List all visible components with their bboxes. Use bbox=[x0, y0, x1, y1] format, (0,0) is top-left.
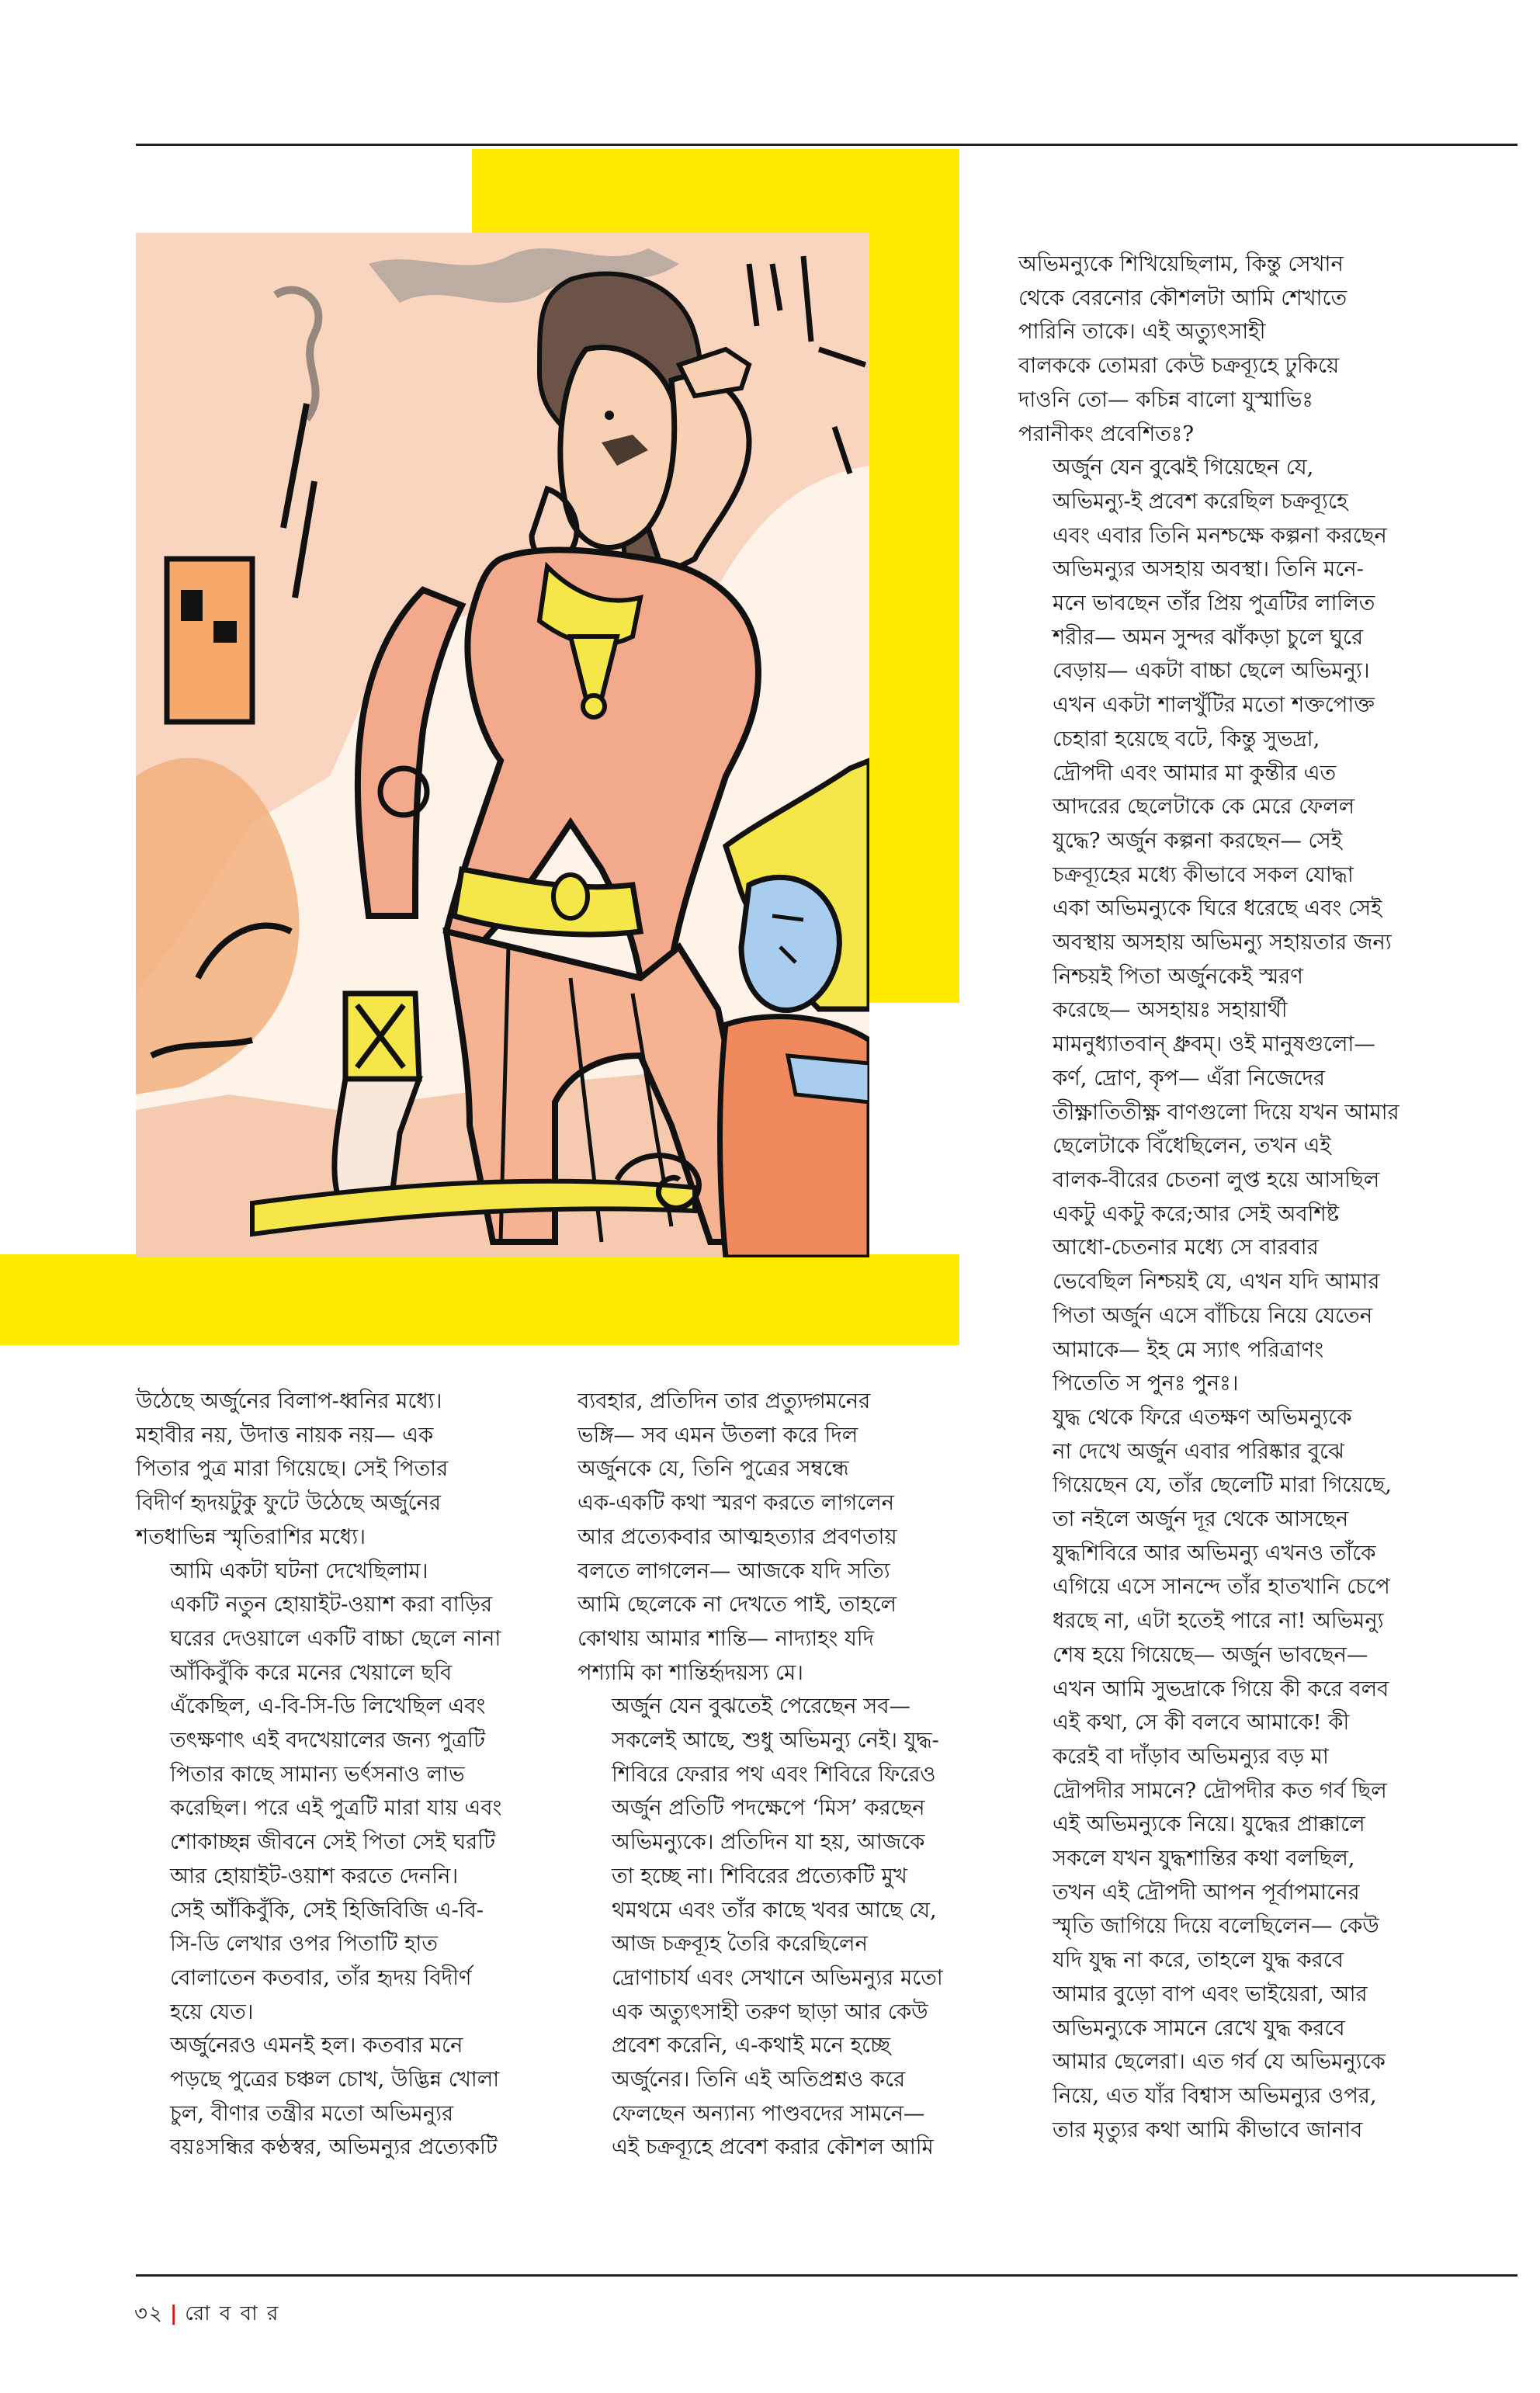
illustration-arjuna-krishna bbox=[136, 233, 869, 1257]
text-line: বিদীর্ণ হৃদয়টুকু ফুটে উঠেছে অর্জুনের bbox=[136, 1491, 441, 1516]
text-line: অভিমন্যুর অসহায় অবস্থা। তিনি মনে- bbox=[1053, 557, 1364, 582]
text-line: শেষ হয়ে গিয়েছে— অর্জুন ভাবছেন— bbox=[1053, 1642, 1368, 1667]
text-line: উঠেছে অর্জুনের বিলাপ-ধ্বনির মধ্যে। bbox=[136, 1389, 442, 1413]
text-line: যুদ্ধশিবিরে আর অভিমন্যু এখনও তাঁকে bbox=[1053, 1541, 1376, 1566]
folio-separator: | bbox=[169, 2302, 179, 2325]
text-line: তার মৃত্যুর কথা আমি কীভাবে জানাব bbox=[1053, 2117, 1363, 2142]
text-line: প্রবেশ করেনি, এ-কথাই মনে হচ্ছে bbox=[612, 2034, 890, 2058]
text-line: দ্রৌপদী এবং আমার মা কুন্তীর এত bbox=[1053, 761, 1337, 786]
paragraph bbox=[1018, 1401, 1400, 2147]
text-line: সি-ডি লেখার ওপর পিতাটি হাত bbox=[170, 1932, 438, 1957]
text-line: শতধাভিন্ন স্মৃতিরাশির মধ্যে। bbox=[136, 1524, 366, 1549]
text-line: এবং এবার তিনি মনশ্চক্ষে কল্পনা করছেন bbox=[1053, 523, 1387, 548]
text-line: বোলাতেন কতবার, তাঁর হৃদয় বিদীর্ণ bbox=[170, 1965, 472, 1990]
text-line: অর্জুন যেন বুঝতেই পেরেছেন সব— bbox=[612, 1694, 910, 1719]
text-line: ঘরের দেওয়ালে একটি বাচ্চা ছেলে নানা bbox=[170, 1626, 501, 1651]
text-line: মনে ভাবছেন তাঁর প্রিয় পুত্রটির লালিত bbox=[1053, 591, 1375, 616]
text-line: থমথমে এবং তাঁর কাছে খবর আছে যে, bbox=[612, 1898, 937, 1923]
text-line: অর্জুন যেন বুঝেই গিয়েছেন যে, bbox=[1053, 456, 1314, 480]
paragraph bbox=[1018, 451, 1400, 1401]
text-line: পরানীকং প্রবেশিতঃ? bbox=[1018, 421, 1195, 446]
text-line: পিতেতি স পুনঃ পুনঃ। bbox=[1053, 1372, 1239, 1396]
magazine-name: রো ব বা র bbox=[185, 2302, 280, 2325]
text-line: তখন এই দ্রৌপদী আপন পূর্বাপমানের bbox=[1053, 1880, 1360, 1905]
text-line: আঁকিবুঁকি করে মনের খেয়ালে ছবি bbox=[170, 1660, 453, 1685]
text-line: মহাবীর নয়, উদাত্ত নায়ক নয়— এক bbox=[136, 1423, 434, 1448]
text-line: তা হচ্ছে না। শিবিরের প্রত্যেকটি মুখ bbox=[612, 1864, 907, 1888]
text-line: স্মৃতি জাগিয়ে দিয়ে বলেছিলেন— কেউ bbox=[1053, 1914, 1379, 1939]
text-column-middle bbox=[578, 1385, 943, 2165]
text-line: পশ্যামি কা শান্তির্হৃদয়স্য মে। bbox=[578, 1660, 803, 1685]
text-line: অর্জুনেরও এমনই হল। কতবার মনে bbox=[170, 2034, 463, 2058]
text-line: অভিমন্যুকে শিখিয়েছিলাম, কিন্তু সেখান bbox=[1018, 252, 1344, 276]
text-line: বলতে লাগলেন— আজকে যদি সত্যি bbox=[578, 1559, 890, 1583]
text-line: তীক্ষ্ণাতিতীক্ষ্ণ বাণগুলো দিয়ে যখন আমার bbox=[1053, 1100, 1400, 1125]
text-line: অবস্থায় অসহায় অভিমন্যু সহায়তার জন্য bbox=[1053, 931, 1392, 955]
paragraph bbox=[136, 2029, 501, 2165]
text-line: গিয়েছেন যে, তাঁর ছেলেটি মারা গিয়েছে, bbox=[1053, 1473, 1392, 1498]
text-line: তৎক্ষণাৎ এই বদখেয়ালের জন্য পুত্রটি bbox=[170, 1729, 485, 1753]
text-line: এঁকেছিল, এ-বি-সি-ডি লিখেছিল এবং bbox=[170, 1694, 486, 1719]
text-line: বয়ঃসন্ধির কণ্ঠস্বর, অভিমন্যুর প্রত্যেকটি bbox=[170, 2135, 498, 2160]
text-line: নিশ্চয়ই পিতা অর্জুনকেই স্মরণ bbox=[1053, 964, 1303, 989]
text-line: এই অভিমন্যুকে নিয়ে। যুদ্ধের প্রাক্কালে bbox=[1053, 1812, 1365, 1837]
text-line: তা নইলে অর্জুন দূর থেকে আসছেন bbox=[1053, 1507, 1349, 1532]
text-line: ভেবেছিল নিশ্চয়ই যে, এখন যদি আমার bbox=[1053, 1270, 1380, 1295]
paragraph bbox=[136, 1555, 501, 2030]
yellow-block-bottom bbox=[0, 1254, 959, 1345]
text-line: আমার বুড়ো বাপ এবং ভাইয়েরা, আর bbox=[1053, 1982, 1368, 2006]
text-line: কর্ণ, দ্রোণ, কৃপ— এঁরা নিজেদের bbox=[1053, 1066, 1325, 1091]
text-line: বেড়ায়— একটা বাচ্চা ছেলে অভিমন্যু। bbox=[1053, 659, 1370, 684]
text-line: শরীর— অমন সুন্দর ঝাঁকড়া চুলে ঘুরে bbox=[1053, 625, 1364, 650]
text-line: এখন একটা শালখুঁটির মতো শক্তপোক্ত bbox=[1053, 693, 1375, 718]
text-line: ব্যবহার, প্রতিদিন তার প্রত্যুদ্গমনের bbox=[578, 1389, 871, 1413]
text-line: চক্রব্যূহের মধ্যে কীভাবে সকল যোদ্ধা bbox=[1053, 862, 1354, 887]
text-line: শোকাচ্ছন্ন জীবনে সেই পিতা সেই ঘরটি bbox=[170, 1830, 495, 1855]
text-line: আর প্রত্যেকবার আত্মহত্যার প্রবণতায় bbox=[578, 1524, 897, 1549]
paragraph bbox=[578, 1385, 943, 1690]
text-line: দ্রৌপদীর সামনে? দ্রৌপদীর কত গর্ব ছিল bbox=[1053, 1778, 1387, 1803]
text-line: মামনুধ্যাতবান্ ধ্রুবম্। ওই মানুষগুলো— bbox=[1053, 1032, 1375, 1057]
text-line: আজ চক্রব্যূহ তৈরি করেছিলেন bbox=[612, 1932, 868, 1957]
text-line: আমার ছেলেরা। এত গর্ব যে অভিমন্যুকে bbox=[1053, 2050, 1386, 2075]
text-line: দাওনি তো— কচিন্ন বালো যুস্মাভিঃ bbox=[1018, 387, 1313, 412]
text-line: নিয়ে, এত যাঁর বিশ্বাস অভিমন্যুর ওপর, bbox=[1053, 2083, 1377, 2108]
text-line: আমি একটা ঘটনা দেখেছিলাম। bbox=[170, 1559, 428, 1583]
paragraph bbox=[1018, 248, 1400, 451]
text-line: এখন আমি সুভদ্রাকে গিয়ে কী করে বলব bbox=[1053, 1677, 1389, 1701]
text-line: করেই বা দাঁড়াব অভিমন্যুর বড় মা bbox=[1053, 1744, 1329, 1769]
text-line: না দেখে অর্জুন এবার পরিষ্কার বুঝে bbox=[1053, 1439, 1344, 1464]
text-line: এক-একটি কথা স্মরণ করতে লাগলেন bbox=[578, 1491, 894, 1516]
text-line: করেছিল। পরে এই পুত্রটি মারা যায় এবং bbox=[170, 1796, 502, 1821]
text-line: ভঙ্গি— সব এমন উতলা করে দিল bbox=[578, 1423, 858, 1448]
text-line: ছেলেটাকে বিঁধেছিলেন, তখন এই bbox=[1053, 1134, 1331, 1159]
text-line: ধরছে না, এটা হতেই পারে না! অভিমন্যু bbox=[1053, 1609, 1384, 1634]
text-line: ফেলছেন অন্যান্য পাণ্ডবদের সামনে— bbox=[612, 2101, 925, 2126]
text-line: এই কথা, সে কী বলবে আমাকে! কী bbox=[1053, 1711, 1350, 1736]
text-line: একা অভিমন্যুকে ঘিরে ধরেছে এবং সেই bbox=[1053, 897, 1382, 921]
text-line: পারিনি তাকে। এই অত্যুৎসাহী bbox=[1018, 320, 1266, 345]
text-line: আমাকে— ইহ মে স্যাৎ পরিত্রাণং bbox=[1053, 1337, 1323, 1362]
text-line: অর্জুন প্রতিটি পদক্ষেপে ‘মিস’ করছেন bbox=[612, 1796, 925, 1821]
text-line: অর্জুনের। তিনি এই অতিপ্রশ্নও করে bbox=[612, 2068, 906, 2093]
text-line: থেকে বেরনোর কৌশলটা আমি শেখাতে bbox=[1018, 286, 1348, 310]
text-column-right bbox=[1018, 248, 1400, 2147]
page-number: ৩২ bbox=[134, 2302, 164, 2325]
text-line: এক অত্যুৎসাহী তরুণ ছাড়া আর কেউ bbox=[612, 1999, 928, 2024]
text-line: আমি ছেলেকে না দেখতে পাই, তাহলে bbox=[578, 1593, 897, 1618]
text-line: দ্রোণাচার্য এবং সেখানে অভিমন্যুর মতো bbox=[612, 1965, 943, 1990]
top-rule bbox=[136, 144, 1517, 146]
text-line: শিবিরে ফেরার পথ এবং শিবিরে ফিরেও bbox=[612, 1762, 936, 1787]
text-line: বালক-বীরের চেতনা লুপ্ত হয়ে আসছিল bbox=[1053, 1167, 1380, 1192]
text-line: বালককে তোমরা কেউ চক্রব্যূহে ঢুকিয়ে bbox=[1018, 354, 1340, 379]
text-line: এগিয়ে এসে সানন্দে তাঁর হাতখানি চেপে bbox=[1053, 1575, 1390, 1600]
paragraph bbox=[136, 1385, 501, 1555]
text-line: পিতার পুত্র মারা গিয়েছে। সেই পিতার bbox=[136, 1457, 449, 1482]
text-line: একটু একটু করে;আর সেই অবশিষ্ট bbox=[1053, 1202, 1340, 1226]
text-line: আধো-চেতনার মধ্যে সে বারবার bbox=[1053, 1236, 1319, 1261]
text-line: পিতা অর্জুন এসে বাঁচিয়ে নিয়ে যেতেন bbox=[1053, 1303, 1373, 1328]
text-line: অভিমন্যুকে সামনে রেখে যুদ্ধ করবে bbox=[1053, 2016, 1345, 2041]
text-line: সকলে যখন যুদ্ধশান্তির কথা বলছিল, bbox=[1053, 1847, 1355, 1871]
text-column-left bbox=[136, 1385, 501, 2165]
text-line: যদি যুদ্ধ না করে, তাহলে যুদ্ধ করবে bbox=[1053, 1948, 1344, 1973]
text-line: চুল, বীণার তন্ত্রীর মতো অভিমন্যুর bbox=[170, 2101, 454, 2126]
text-line: অভিমন্যু-ই প্রবেশ করেছিল চক্রব্যূহে bbox=[1053, 489, 1348, 514]
text-line: আর হোয়াইট-ওয়াশ করতে দেননি। bbox=[170, 1864, 459, 1888]
text-line: অভিমন্যুকে। প্রতিদিন যা হয়, আজকে bbox=[612, 1830, 925, 1855]
text-line: করেছে— অসহায়ঃ সহায়ার্থী bbox=[1053, 998, 1288, 1023]
bottom-rule bbox=[136, 2274, 1517, 2277]
text-line: কোথায় আমার শান্তি— নাদ্যাহং যদি bbox=[578, 1626, 875, 1651]
text-line: চেহারা হয়েছে বটে, কিন্তু সুভদ্রা, bbox=[1053, 727, 1320, 751]
text-line: এই চক্রব্যূহে প্রবেশ করার কৌশল আমি bbox=[612, 2135, 934, 2160]
text-line: সেই আঁকিবুঁকি, সেই হিজিবিজি এ-বি- bbox=[170, 1898, 484, 1923]
paragraph bbox=[578, 1690, 943, 2165]
page-folio bbox=[134, 2298, 279, 2332]
text-line: পিতার কাছে সামান্য ভর্ৎসনাও লাভ bbox=[170, 1762, 465, 1787]
text-line: সকলেই আছে, শুধু অভিমন্যু নেই। যুদ্ধ- bbox=[612, 1729, 939, 1753]
text-line: একটি নতুন হোয়াইট-ওয়াশ করা বাড়ির bbox=[170, 1593, 493, 1618]
text-line: আদরের ছেলেটাকে কে মেরে ফেলল bbox=[1053, 795, 1355, 820]
text-line: যুদ্ধ থেকে ফিরে এতক্ষণ অভিমন্যুকে bbox=[1053, 1405, 1352, 1430]
text-line: অর্জুনকে যে, তিনি পুত্রের সম্বন্ধে bbox=[578, 1457, 849, 1482]
text-line: পড়ছে পুত্রের চঞ্চল চোখ, উদ্ভিন্ন খোলা bbox=[170, 2068, 500, 2093]
text-line: যুদ্ধে? অর্জুন কল্পনা করছেন— সেই bbox=[1053, 828, 1342, 853]
text-line: হয়ে যেত। bbox=[170, 1999, 254, 2024]
